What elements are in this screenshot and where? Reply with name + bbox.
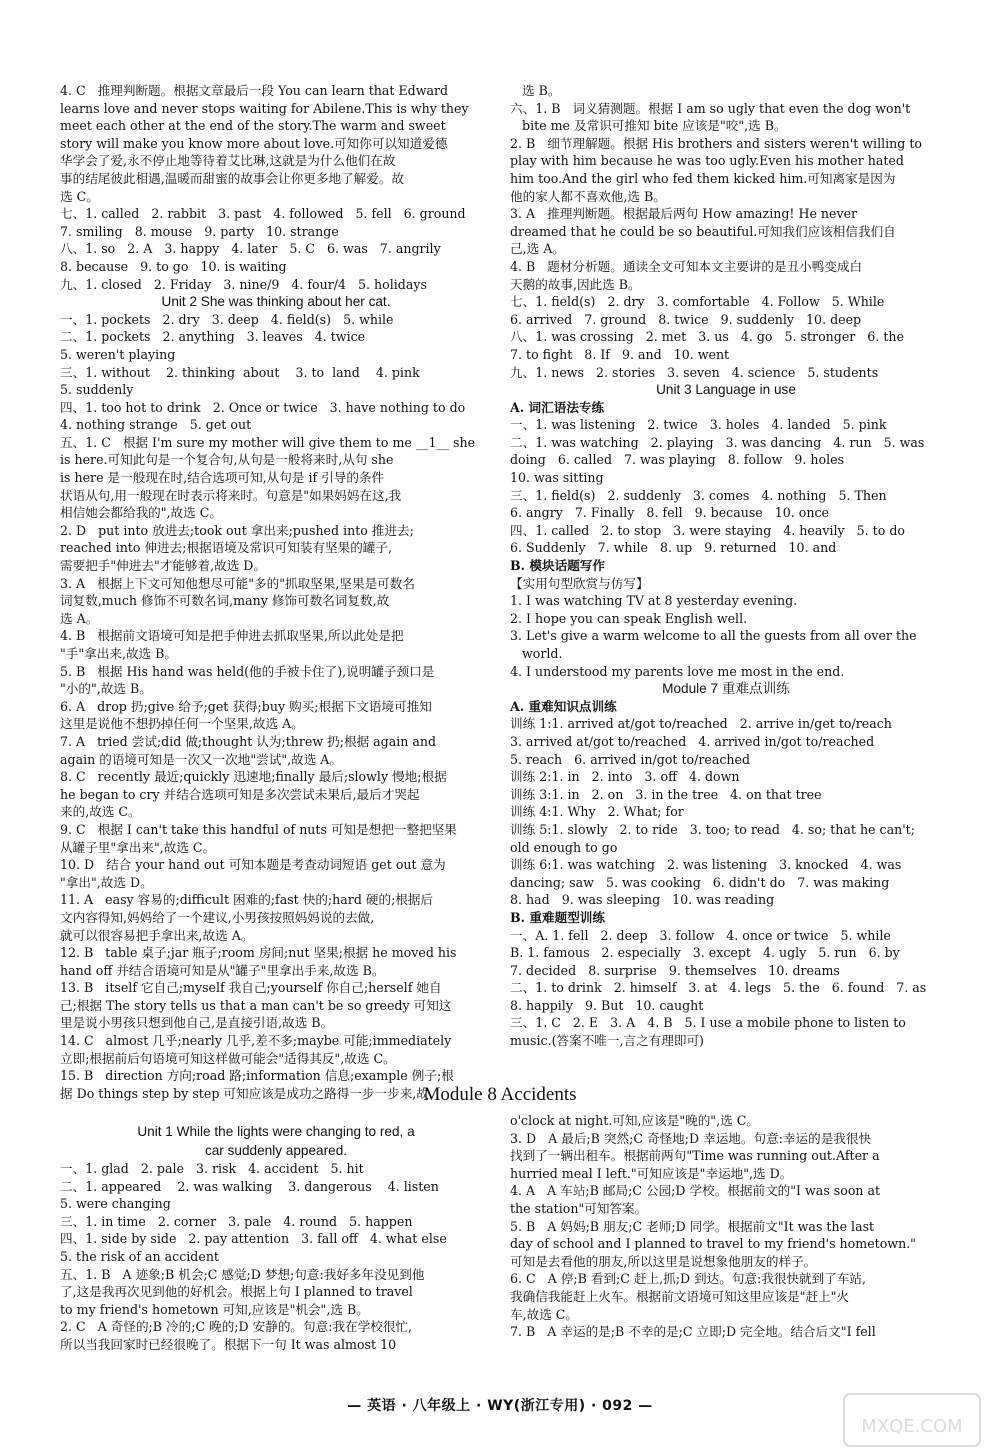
section-heading: Unit 3 Language in use xyxy=(656,382,796,398)
answer-line: 己,选 A。 xyxy=(510,241,565,257)
answer-line: 10. D 结合 your hand out 可知本题是考查动词短语 get out 意为 xyxy=(60,857,446,873)
answer-line: 5. B 根据 His hand was held(他的手被卡住了),说明罐子颈口是 xyxy=(60,663,435,679)
answer-line: him too.And the girl who fed them kicked him.可知离家是因为 xyxy=(510,170,896,186)
answer-line: B. 1. famous 2. especially 3. except 4. ugly 5. run 6. by xyxy=(510,945,900,961)
answer-line: 二、1. to drink 2. himself 3. at 4. legs 5. the 6. found 7. as xyxy=(510,980,927,996)
answer-line: world. xyxy=(510,646,563,661)
answer-line: 二、1. pockets 2. anything 3. leaves 4. twice xyxy=(60,329,366,345)
answer-line: 三、1. in time 2. corner 3. pale 4. round 5. happen xyxy=(60,1213,413,1229)
answer-line: 找到了一辆出租车。根据前两句"Time was running out.After a xyxy=(510,1148,880,1164)
answer-line: 一、1. glad 2. pale 3. risk 4. accident 5. hit xyxy=(60,1161,364,1176)
answer-line: dreamed that he could be so beautiful.可知我们应该相信我们自 xyxy=(510,223,896,239)
answer-line: hurried meal I left."可知应该是"幸运地",选 D。 xyxy=(510,1165,793,1181)
answer-line: bite me 及常识可推知 bite 应该是"咬",选 B。 xyxy=(510,118,787,134)
answer-line: 四、1. called 2. to stop 3. were staying 4. heavily 5. to do xyxy=(510,522,905,538)
answer-line: again 的语境可知是一次又一次地"尝试",故选 A。 xyxy=(60,751,343,767)
answer-line: 5. B A 妈妈;B 朋友;C 老师;D 同学。根据前文"It was the last xyxy=(510,1218,875,1234)
answer-line: 8. C recently 最近;quickly 迅速地;finally 最后;slowly 慢地;根据 xyxy=(60,769,447,785)
answer-line: 可知是去看他的朋友,所以这里是说想象他朋友的样子。 xyxy=(510,1253,817,1269)
answer-line: 2. D put into 放进去;took out 拿出来;pushed into 推进去; xyxy=(60,522,414,538)
answer-line: 训练 1:1. arrived at/got to/reached 2. arrive in/get to/reach xyxy=(510,716,892,732)
answer-line: 7. smiling 8. mouse 9. party 10. strange xyxy=(60,223,339,239)
answer-line: 从罐子里"拿出来",故选 C。 xyxy=(60,839,216,855)
answer-line: reached into 伸进去;根据语境及常识可知装有坚果的罐子, xyxy=(60,540,392,556)
answer-line: 5. were changing xyxy=(60,1196,171,1212)
answer-line: 五、1. B A 迹象;B 机会;C 感觉;D 梦想;句意:我好多年没见到他 xyxy=(60,1266,425,1282)
answer-line: 8. because 9. to go 10. is waiting xyxy=(60,258,287,274)
answer-line: 训练 5:1. slowly 2. to ride 3. too; to read 4. so; that he can't; xyxy=(510,821,915,837)
answer-line: 车,故选 C。 xyxy=(510,1306,579,1322)
answer-line: 2. B 细节理解题。根据 His brothers and sisters weren't willing to xyxy=(510,135,922,151)
answer-line: 所以当我回家时已经很晚了。根据下一句 It was almost 10 xyxy=(60,1336,397,1352)
answer-line: doing 6. called 7. was playing 8. follow 9. holes xyxy=(510,452,845,468)
subsection-heading: B. 模块话题写作 xyxy=(510,558,605,574)
section-heading: Unit 2 She was thinking about her cat. xyxy=(161,294,391,310)
answer-line: he began to cry 并结合选项可知是多次尝试未果后,最后才哭起 xyxy=(60,786,420,802)
answer-line: 词复数,much 修饰不可数名词,many 修饰可数名词复数,故 xyxy=(60,593,390,609)
answer-line: 7. decided 8. surprise 9. themselves 10. dreams xyxy=(510,962,840,978)
answer-line: music.(答案不唯一,言之有理即可) xyxy=(510,1033,704,1049)
answer-line: 训练 2:1. in 2. into 3. off 4. down xyxy=(510,769,740,785)
answer-line: 5. weren't playing xyxy=(60,346,176,362)
answer-line: 训练 3:1. in 2. on 3. in the tree 4. on that tree xyxy=(510,786,822,802)
answer-line: 状语从句,用一般现在时表示将来时。句意是"如果妈妈在这,我 xyxy=(60,487,402,503)
answer-line: 1. I was watching TV at 8 yesterday evening. xyxy=(510,593,798,609)
answer-line: 5. reach 6. arrived in/got to/reached xyxy=(510,751,751,767)
answer-line: 七、1. called 2. rabbit 3. past 4. followed 5. fell 6. ground xyxy=(60,206,466,222)
answer-line: 华学会了爱,永不停止地等待着艾比琳,这就是为什么他们在故 xyxy=(60,153,396,169)
answer-line: 四、1. too hot to drink 2. Once or twice 3. have nothing to do xyxy=(60,399,466,415)
answer-line: play with him because he was too ugly.Even his mother hated xyxy=(510,153,904,169)
answer-line: 训练 4:1. Why 2. What; for xyxy=(510,804,684,820)
answer-line: is here 是一般现在时,结合选项可知,从句是 if 引导的条件 xyxy=(60,470,385,486)
answer-line: 五、1. C 根据 I'm sure my mother will give them to me __1__ she xyxy=(60,434,476,450)
answer-line: 3. Let's give a warm welcome to all the guests from all over the xyxy=(510,628,917,644)
module8-right-column xyxy=(510,1112,942,1341)
answer-line: "手"拿出来,故选 B。 xyxy=(60,646,178,661)
answer-line: 11. A easy 容易的;difficult 困难的;fast 快的;hard 硬的;根据后 xyxy=(60,892,434,908)
answer-line: 3. A 根据上下文可知他想尽可能"多的"抓取坚果,坚果是可数名 xyxy=(60,575,415,591)
answer-line: 就可以很容易把手拿出来,故选 A。 xyxy=(60,927,254,943)
answer-line: 二、1. appeared 2. was walking 3. dangerous 4. listen xyxy=(60,1178,439,1194)
answer-line: 需要把手"伸进去"才能够着,故选 D。 xyxy=(60,558,267,574)
answer-line: 选 B。 xyxy=(510,83,561,98)
answer-line: 2. C A 奇怪的;B 冷的;C 晚的;D 安静的。句意:我在学校很忙, xyxy=(60,1319,413,1335)
answer-line: 12. B table 桌子;jar 瓶子;room 房间;nut 坚果;根据 he moved his xyxy=(60,945,457,961)
module-title: Module 8 Accidents xyxy=(423,1084,577,1105)
answer-line: 这里是说他不想扔掉任何一个坚果,故选 A。 xyxy=(60,716,304,732)
module8-left-answers xyxy=(60,1160,492,1354)
answer-line: 我确信我能赶上火车。根据前文语境可知这里应该是"赶上"火 xyxy=(510,1288,850,1304)
answer-line: 6. angry 7. Finally 8. fell 9. because 10. once xyxy=(510,505,829,521)
answer-line: 【实用句型欣赏与仿写】 xyxy=(510,575,649,591)
answer-line: "拿出",故选 D。 xyxy=(60,874,153,890)
answer-line: "小的",故选 B。 xyxy=(60,681,152,697)
answer-line: 7. B A 幸运的是;B 不幸的是;C 立即;D 完全地。结合后文"I fell xyxy=(510,1324,876,1340)
answer-line: 4. B 题材分析题。通读全文可知本文主要讲的是丑小鸭变成白 xyxy=(510,258,863,274)
answer-line: 文内容得知,妈妈给了一个建议,小男孩按照妈妈说的去做, xyxy=(60,909,375,925)
subsection-heading: B. 重难题型训练 xyxy=(510,909,605,925)
answer-line: 8. happily 9. But 10. caught xyxy=(510,997,704,1013)
answer-line: 15. B direction 方向;road 路;information 信息;example 例子;根 xyxy=(60,1068,454,1084)
answer-line: 八、1. was crossing 2. met 3. us 4. go 5. stronger 6. the xyxy=(510,329,904,345)
subsection-heading: A. 重难知识点训练 xyxy=(510,698,617,714)
answer-line: 事的结尾彼此相遇,温暖而甜蜜的故事会让你更多地了解爱。故 xyxy=(60,170,405,186)
answer-line: 他的家人都不喜欢他,选 B。 xyxy=(510,188,666,204)
answer-line: 一、1. pockets 2. dry 3. deep 4. field(s) 5. while xyxy=(60,311,394,327)
answer-line: 3. arrived at/got to/reached 4. arrived in/got to/reached xyxy=(510,733,875,749)
section-heading: Module 7 重难点训练 xyxy=(662,681,790,697)
answer-line: 3. A 推理判断题。根据最后两句 How amazing! He never xyxy=(510,206,858,222)
answer-line: 10. was sitting xyxy=(510,470,604,486)
answer-line: 选 C。 xyxy=(60,188,99,204)
answer-line: 相信她会都给我的",故选 C。 xyxy=(60,505,222,521)
answer-line: 7. to fight 8. If 9. and 10. went xyxy=(510,346,730,362)
answer-line: 6. A drop 扔;give 给予;get 获得;buy 购买;根据下文语境可推知 xyxy=(60,698,432,714)
answer-line: 一、1. was listening 2. twice 3. holes 4. landed 5. pink xyxy=(510,417,887,433)
answer-line: 2. I hope you can speak English well. xyxy=(510,610,748,626)
answer-line: the station"可知答案。 xyxy=(510,1200,648,1216)
page-footer: — 英语 · 八年级上 · WY(浙江专用) · 092 — xyxy=(347,1398,653,1414)
unit1-title-line2: car suddenly appeared. xyxy=(204,1143,348,1158)
answer-line: 6. C A 停;B 看到;C 赶上,抓;D 到达。句意:我很快就到了车站, xyxy=(510,1271,867,1287)
answer-line: meet each other at the end of the story.The warm and sweet xyxy=(60,118,446,134)
subsection-heading: A. 词汇语法专练 xyxy=(510,399,605,415)
answer-line: 一、A. 1. fell 2. deep 3. follow 4. once or twice 5. while xyxy=(510,927,891,943)
answer-line: 13. B itself 它自己;myself 我自己;yourself 你自己;herself 她自 xyxy=(60,980,442,996)
answer-line: 5. suddenly xyxy=(60,382,134,398)
answer-line: hand off 并结合语境可知是从"罐子"里拿出手来,故选 B。 xyxy=(60,962,385,978)
answer-line: 6. Suddenly 7. while 8. up 9. returned 10. and xyxy=(510,540,837,556)
answer-line: 7. A tried 尝试;did 做;thought 认为;threw 扔;根据 again and xyxy=(60,733,437,749)
answer-line: 三、1. without 2. thinking about 3. to land 4. pink xyxy=(60,364,420,380)
answer-line: to my friend's hometown 可知,应该是"机会",选 B。 xyxy=(60,1301,369,1317)
answer-line: 4. A A 车站;B 邮局;C 公园;D 学校。根据前文的"I was soon at xyxy=(510,1183,881,1199)
answer-line: 六、1. B 词义猜测题。根据 I am so ugly that even the dog won't xyxy=(510,100,911,116)
answer-line: 三、1. C 2. E 3. A 4. B 5. I use a mobile phone to listen to xyxy=(510,1015,906,1031)
svg-text:MXQE.COM: MXQE.COM xyxy=(861,1416,963,1437)
answer-line: 5. the risk of an accident xyxy=(60,1248,219,1264)
unit1-title-line1: Unit 1 While the lights were changing to red, a xyxy=(137,1124,415,1139)
answer-line: 七、1. field(s) 2. dry 3. comfortable 4. Follow 5. While xyxy=(510,294,885,310)
answer-line: 训练 6:1. was watching 2. was listening 3. knocked 4. was xyxy=(510,857,902,873)
answer-line: 9. C 根据 I can't take this handful of nuts 可知是想把一整把坚果 xyxy=(60,821,457,837)
answer-line: old enough to go xyxy=(510,839,618,855)
answer-line: 8. had 9. was sleeping 10. was reading xyxy=(510,892,775,908)
answer-line: 九、1. news 2. stories 3. seven 4. science 5. students xyxy=(510,364,879,380)
answer-line: 二、1. was watching 2. playing 3. was dancing 4. run 5. was xyxy=(510,434,925,450)
answer-line: 己;根据 The story tells us that a man can't be so greedy 可知这 xyxy=(60,997,452,1013)
answer-line: 天鹅的故事,因此选 B。 xyxy=(510,276,641,292)
answer-line: 据 Do things step by step 可知应该是成功之路得一步一步来,故 xyxy=(60,1085,429,1101)
answer-line: 三、1. field(s) 2. suddenly 3. comes 4. nothing 5. Then xyxy=(510,487,887,503)
answer-line: is here.可知此句是一个复合句,从句是一般将来时,从句 she xyxy=(60,452,394,468)
answer-line: learns love and never stops waiting for Abilene.This is why they xyxy=(60,100,469,116)
answer-line: 14. C almost 几乎;nearly 几乎,差不多;maybe 可能;immediately xyxy=(60,1033,452,1049)
answer-line: 选 A。 xyxy=(60,610,99,626)
left-column xyxy=(60,82,492,1102)
answer-line: 4. B 根据前文语境可知是把手伸进去抓取坚果,所以此处是把 xyxy=(60,628,404,644)
answer-line: 6. arrived 7. ground 8. twice 9. suddenly 10. deep xyxy=(510,311,862,327)
right-column xyxy=(510,82,942,1050)
answer-line: 4. I understood my parents love me most in the end. xyxy=(510,663,845,679)
answer-line: dancing; saw 5. was cooking 6. didn't do 7. was making xyxy=(510,874,890,890)
answer-line: 四、1. side by side 2. pay attention 3. fall off 4. what else xyxy=(60,1231,447,1247)
module8-left-column xyxy=(60,1122,492,1354)
answer-line: 了,这是我再次见到他的好机会。根据上句 I planned to travel xyxy=(60,1284,413,1300)
answer-line: story will make you know more about love.可知你可以知道爱德 xyxy=(60,135,448,151)
answer-line: day of school and I planned to travel to my friend's hometown." xyxy=(510,1236,916,1252)
answer-line: 4. C 推理判断题。根据文章最后一段 You can learn that Edward xyxy=(60,83,449,98)
answer-line: 3. D A 最后;B 突然;C 奇怪地;D 幸运地。句意:幸运的是我很快 xyxy=(510,1130,872,1146)
watermark-logo xyxy=(842,1392,982,1448)
answer-line: 里是说小男孩只想到他自己,是直接引语,故选 B。 xyxy=(60,1015,334,1031)
answer-line: 4. nothing strange 5. get out xyxy=(60,417,252,433)
answer-line: 立即;根据前后句语境可知这样做可能会"适得其反",故选 C。 xyxy=(60,1050,396,1066)
answer-line: 九、1. closed 2. Friday 3. nine/9 4. four/4 5. holidays xyxy=(60,276,427,292)
answer-line: o'clock at night.可知,应该是"晚的",选 C。 xyxy=(510,1113,759,1128)
answer-line: 来的,故选 C。 xyxy=(60,804,141,820)
answer-line: 八、1. so 2. A 3. happy 4. later 5. C 6. was 7. angrily xyxy=(60,241,441,257)
